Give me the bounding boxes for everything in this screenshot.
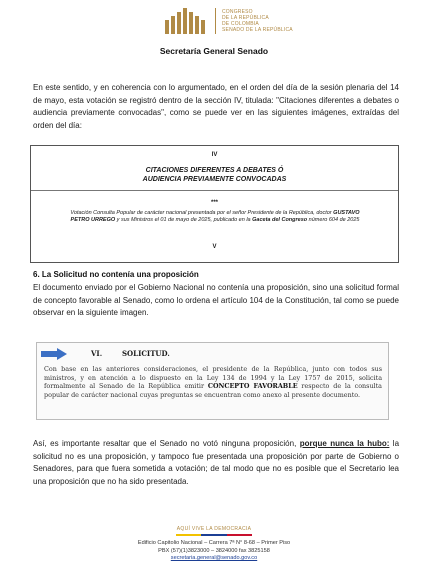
conclusion-text: Así, es importante resaltar que el Senado no votó ninguna proposición, <box>33 439 300 448</box>
logo-line: CONGRESO <box>222 9 253 15</box>
conclusion-highlight: porque nunca la hubo: <box>299 439 390 448</box>
agenda-excerpt-box <box>30 145 399 263</box>
footer-address-block <box>0 540 428 563</box>
agenda-section-title <box>31 166 398 184</box>
agenda-divider <box>31 190 398 191</box>
logo-line: DE LA REPÚBLICA <box>222 15 269 21</box>
arrow-right-icon <box>41 348 67 360</box>
solicitud-excerpt-box <box>36 342 389 420</box>
agenda-section-number: IV <box>211 152 218 158</box>
footer-address: Edificio Capitolio Nacional – Carrera 7ª N° 8-68 – Primer Piso <box>137 540 291 546</box>
solicitud-body: Con base en las anteriores consideraciones, el presidente de la República, junto con todos sus ministros, y en atención a lo dispuesto en la Ley 134 de 1994 y la Ley 1757 de 2015, solicita formalmente al Senado de la República emitir <box>44 365 382 391</box>
solicitud-title: SOLICITUD. <box>122 349 170 358</box>
agenda-title-line: AUDIENCIA PREVIAMENTE CONVOCADAS <box>142 176 287 183</box>
agenda-gazette-name: Gaceta del Congreso <box>252 217 308 223</box>
agenda-text: y sus Ministros el 01 de mayo de 2025, publicado en la <box>115 217 253 223</box>
agenda-title-line: CITACIONES DIFERENTES A DEBATES Ó <box>145 167 284 174</box>
agenda-text: número 604 de 2025 <box>307 217 360 223</box>
conclusion-text: la solicitud no es una proposición, y tampoco fue presentada una proposición por parte de Gobierno o Senadores, para que fuera sometida a votación; de tal modo que no es posible que el Secretario lea una proposición que no ha sido presentada. <box>33 439 400 486</box>
footer-email-link[interactable]: secretaria.general@senado.gov.co <box>170 555 258 562</box>
logo-line: DE COLOMBIA <box>222 21 259 27</box>
footer-phone: PBX (57)(1)3823000 – 3824000 fax 3825158 <box>158 547 270 554</box>
agenda-text: Votación Consulta Popular de carácter nacional presentada por el señor Presidente de la República, doctor <box>70 210 334 216</box>
solicitud-text <box>44 365 382 399</box>
capitolio-emblem-icon <box>165 8 209 34</box>
agenda-item-text <box>69 210 361 224</box>
logo-text <box>222 9 293 33</box>
solicitud-body: respecto de la consulta popular de carácter nacional cuyas preguntas se encuentran como anexo al presente documento. <box>44 382 382 399</box>
logo-line: SENADO DE LA REPÚBLICA <box>222 27 293 33</box>
logo-divider <box>215 8 216 34</box>
agenda-president-name: GUSTAVO PETRO URREGO <box>70 210 360 223</box>
agenda-separator-asterisks: *** <box>210 200 218 206</box>
footer-slogan: AQUÍ VIVE LA DEMOCRACIA <box>176 526 252 532</box>
flag-bar <box>176 534 252 536</box>
senado-logo <box>165 8 293 34</box>
solicitud-roman-number: VI. <box>91 349 103 358</box>
agenda-next-section-number: V <box>212 244 217 250</box>
paragraph-section6: El documento enviado por el Gobierno Nacional no contenía una proposición, sino una solicitud formal de concepto favorable al Senado, como lo ordena el artículo 104 de la Constitución, tal como se puede observar en la siguiente imagen. <box>33 283 399 317</box>
solicitud-concept: CONCEPTO FAVORABLE <box>207 382 298 391</box>
header-title: Secretaría General Senado <box>159 46 269 56</box>
paragraph-intro: En este sentido, y en coherencia con lo argumentado, en el orden del día de la sesión plenaria del 14 de mayo, esta votación se registró dentro de la sección IV, titulada: "Citaciones diferentes a debates o audiencia previamente convocadas", como se puede ver en las siguientes imágenes, extraídas del orden del día: <box>33 83 399 130</box>
section-heading: 6. La Solicitud no contenía una proposición <box>33 270 199 279</box>
paragraph-conclusion <box>33 438 399 488</box>
